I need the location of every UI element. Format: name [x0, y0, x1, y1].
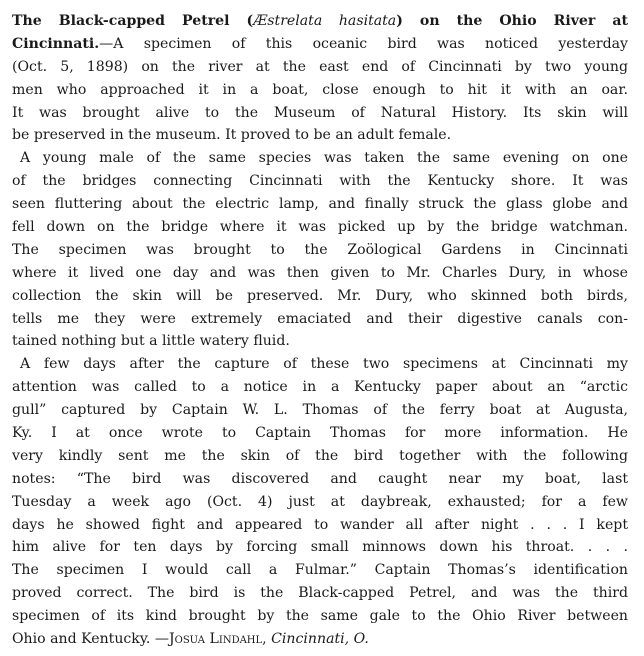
text-line: The specimen I would call a Fulmar.” Captain Thomas’s identification	[12, 562, 628, 579]
title-text-1: The Black-capped Petrel (	[12, 13, 254, 29]
text-line: him alive for ten days by forcing small minnows down his throat. . . .	[12, 539, 628, 556]
text-line: tained nothing but a little watery fluid.	[12, 333, 290, 350]
text-line: of the bridges connecting Cincinnati with the Kentucky shore. It was	[12, 173, 628, 190]
text-line: The specimen was brought to the Zoölogical Gardens in Cincinnati	[12, 241, 628, 258]
text-line: attention was called to a notice in a Kentucky paper about an “arctic	[12, 379, 628, 396]
text-line: very kindly sent me the skin of the bird together with the following	[12, 447, 628, 464]
title-text-2: ) on the Ohio River at	[396, 13, 628, 29]
author-separator: ,	[262, 631, 272, 648]
title-city: Cincinnati.	[12, 35, 100, 52]
text-line: notes: “The bird was discovered and caught near my boat, last	[12, 470, 628, 487]
text-line: days he showed fight and appeared to wander all after night . . . I kept	[12, 516, 628, 533]
text-line: tells me they were extremely emaciated and their digestive canals con-	[12, 310, 628, 327]
text-line: fell down on the bridge where it was picked up by the bridge watchman.	[12, 219, 628, 236]
text-line: where it lived one day and was then given to Mr. Charles Dury, in whose	[12, 264, 628, 281]
text-line: (Oct. 5, 1898) on the river at the east end of Cincinnati by two young	[12, 58, 628, 75]
text-line	[12, 33, 628, 56]
title-line	[12, 10, 628, 33]
text-line: proved correct. The bird is the Black-capped Petrel, and was the third	[12, 585, 628, 602]
text-line: be preserved in the museum. It proved to be an adult female.	[12, 127, 452, 144]
text-line: Tuesday a week ago (Oct. 4) just at daybreak, exhausted; for a few	[12, 493, 628, 510]
line-text: Ohio and Kentucky. —	[12, 631, 169, 648]
text-line: A few days after the capture of these two specimens at Cincinnati my	[20, 356, 628, 373]
document-page	[12, 10, 628, 651]
text-line: collection the skin will be preserved. Mr. Dury, who skinned both birds,	[12, 287, 628, 304]
text-line: seen fluttering about the electric lamp, and finally struck the glass globe and	[12, 196, 628, 213]
species-name: Æstrelata hasitata	[253, 13, 397, 29]
text-line: A young male of the same species was taken the same evening on one	[20, 150, 628, 167]
text-line: men who approached it in a boat, close enough to hit it with an oar.	[12, 81, 628, 98]
author-location: Cincinnati, O.	[271, 631, 369, 648]
text-line: gull” captured by Captain W. L. Thomas of the ferry boat at Augusta,	[12, 402, 628, 419]
text-line: specimen of its kind brought by the same gale to the Ohio River between	[12, 608, 628, 625]
text-line: Ky. I at once wrote to Captain Thomas for more information. He	[12, 425, 628, 442]
signature-line	[12, 628, 628, 651]
author-name: Josua Lindahl	[168, 631, 263, 648]
text-line: It was brought alive to the Museum of Natural History. Its skin will	[12, 104, 628, 121]
line-text: —A specimen of this oceanic bird was noticed yesterday	[99, 35, 628, 52]
